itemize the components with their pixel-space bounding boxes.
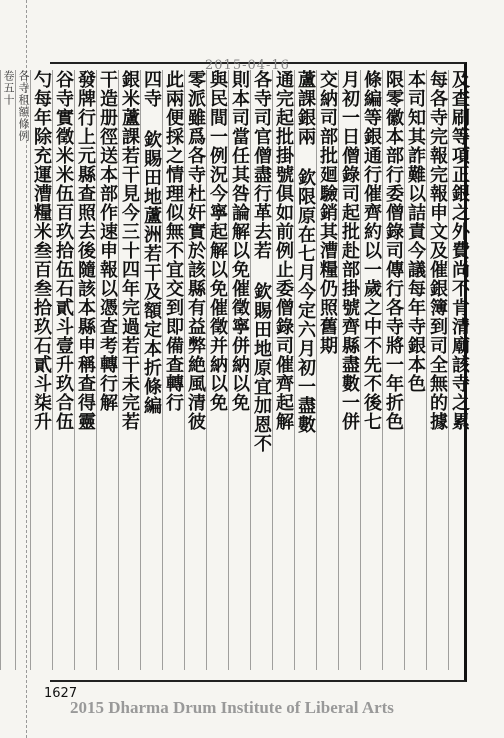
text-column: 各寺司官僧盡行革去若 欽賜田地原宜加恩不 xyxy=(250,70,272,670)
date-watermark: 2015-04-16 xyxy=(205,58,290,73)
text-column: 則本司當任其咎論解以免催徵寧併納以免 xyxy=(228,70,250,670)
text-column: 零派雖爲各寺杜奸實於該縣有益弊絶風清彼 xyxy=(184,70,206,670)
text-column: 蘆課銀兩 欽限原在七月今定六月初一盡數 xyxy=(294,70,316,670)
text-column: 四寺 欽賜田地蘆洲若干及額定本折條編 xyxy=(140,70,162,670)
text-column: 干造册徑送本部作速申報以憑查考轉行解 xyxy=(96,70,118,670)
institute-watermark: 2015 Dharma Drum Institute of Liberal Arts xyxy=(70,698,394,717)
text-column: 通完起批掛號俱如前例止委僧錄司催齊起解 xyxy=(272,70,294,670)
margin-label: 各寺租額條例 xyxy=(15,70,30,670)
text-column: 與民間一例況今寧起解以免催徵并納以免 xyxy=(206,70,228,670)
text-column: 及查刷等項正銀之外費尚不肯清廟該寺之累 xyxy=(448,70,470,670)
text-column: 勺每年除充運漕糧米叁百叁拾玖石貳斗柒升 xyxy=(30,70,52,670)
page-number: 1627 xyxy=(44,686,78,701)
text-column: 限零徽本部行委僧錄司傳行各寺將一年折色 xyxy=(382,70,404,670)
text-column: 每各寺完報完報申文及催銀簿到司全無的據 xyxy=(426,70,448,670)
text-column: 銀米蘆課若干見今三十四年完過若干未完若 xyxy=(118,70,140,670)
text-columns xyxy=(2,70,470,670)
text-column: 交納司部批廻驗銷其漕糧仍照舊期 xyxy=(316,70,338,670)
margin-label: 卷五十 xyxy=(0,70,15,670)
text-column: 谷寺實徵米米伍百玖拾伍石貳斗壹升玖合伍 xyxy=(52,70,74,670)
text-column: 發牌行上元縣查照去後隨該本縣申稱查得靈 xyxy=(74,70,96,670)
text-column: 月初一日僧錄司起批赴部掛號齊縣盡數一併 xyxy=(338,70,360,670)
text-column: 本司知其詐難以詰責今議每年寺銀本色 xyxy=(404,70,426,670)
text-column: 條編等銀通行催齊約以一歲之中不先不後七 xyxy=(360,70,382,670)
text-column: 此兩便採之情理似無不宜交到即備查轉行 xyxy=(162,70,184,670)
